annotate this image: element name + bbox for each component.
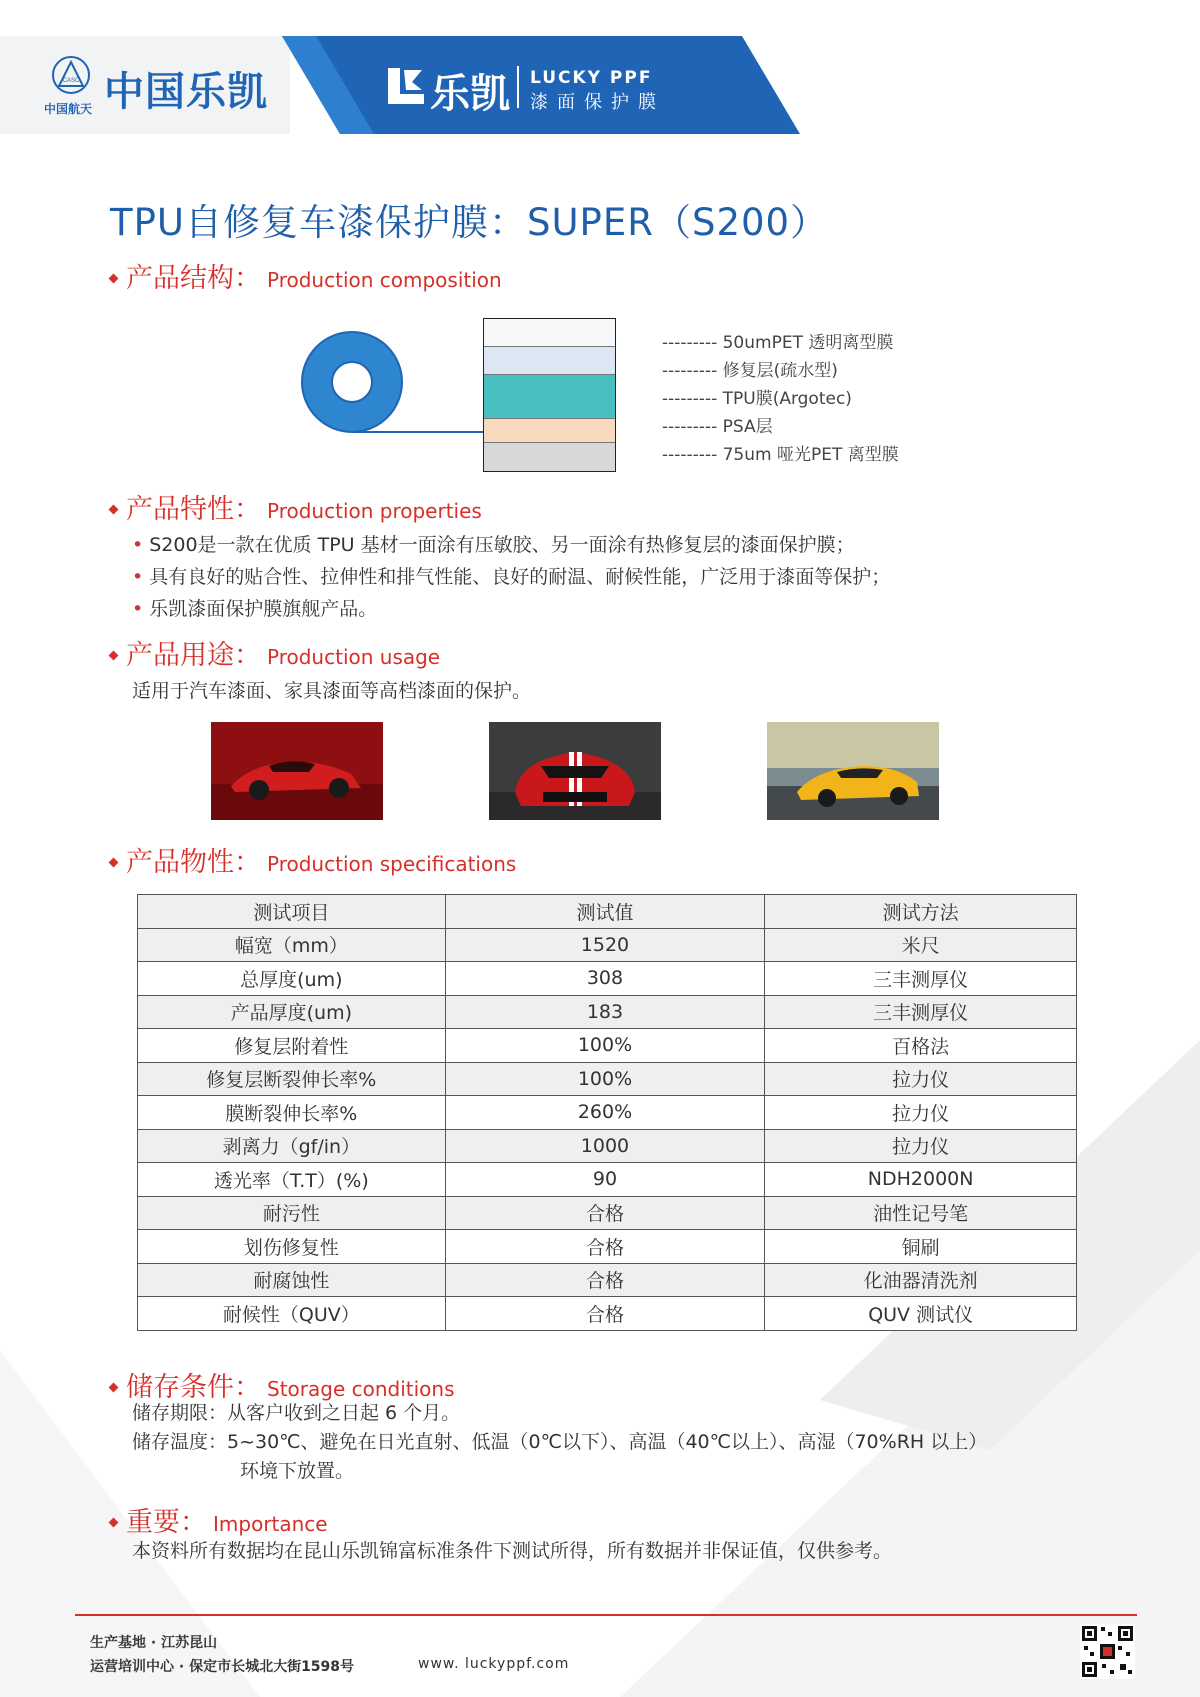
spec-item: 划伤修复性 bbox=[138, 1230, 446, 1264]
table-row bbox=[138, 1062, 1077, 1096]
car-photo-yellow bbox=[767, 722, 939, 820]
footer-training-center: 运营培训中心 · 保定市长城北大街1598号 bbox=[90, 1659, 355, 1675]
spec-value: 100% bbox=[445, 1029, 765, 1063]
spec-item: 修复层附着性 bbox=[138, 1029, 446, 1063]
diamond-bullet-icon bbox=[109, 1518, 119, 1528]
layer-stack-diagram bbox=[483, 318, 616, 472]
spec-item: 膜断裂伸长率% bbox=[138, 1096, 446, 1130]
spec-value: 合格 bbox=[445, 1263, 765, 1297]
property-item: • 乐凯漆面保护膜旗舰产品。 bbox=[132, 594, 377, 621]
spec-item: 耐候性（QUV） bbox=[138, 1297, 446, 1331]
lucky-brand-en: LUCKY PPF bbox=[530, 68, 653, 88]
column-header: 测试值 bbox=[445, 895, 765, 929]
property-item: • S200是一款在优质 TPU 基材一面涂有压敏胶、另一面涂有热修复层的漆面保护膜； bbox=[132, 530, 855, 557]
table-row bbox=[138, 928, 1077, 962]
spec-method: 百格法 bbox=[765, 1029, 1077, 1063]
table-row bbox=[138, 1029, 1077, 1063]
film-roll-icon bbox=[300, 330, 490, 440]
casc-badge-text: CASC bbox=[62, 78, 80, 84]
spec-method: 三丰测厚仪 bbox=[765, 962, 1077, 996]
diamond-bullet-icon bbox=[109, 274, 119, 284]
section-usage-heading: 产品用途： Production usage bbox=[110, 633, 440, 672]
spec-item: 透光率（T.T）(%) bbox=[138, 1163, 446, 1197]
spec-item: 耐腐蚀性 bbox=[138, 1263, 446, 1297]
layer-psa bbox=[484, 419, 615, 443]
spec-value: 1520 bbox=[445, 928, 765, 962]
spec-value: 1000 bbox=[445, 1129, 765, 1163]
usage-text: 适用于汽车漆面、家具漆面等高档漆面的保护。 bbox=[132, 680, 532, 702]
spec-method: 铜刷 bbox=[765, 1230, 1077, 1264]
section-importance-heading: 重要： Importance bbox=[110, 1500, 328, 1539]
table-header-row bbox=[138, 895, 1077, 929]
storage-temperature: 储存温度：5~30℃、避免在日光直射、低温（0℃以下）、高温（40℃以上）、高湿（70%RH 以上） bbox=[132, 1431, 988, 1453]
spec-value: 260% bbox=[445, 1096, 765, 1130]
spec-item: 剥离力（gf/in） bbox=[138, 1129, 446, 1163]
footer-website: www. luckyppf.com bbox=[418, 1656, 570, 1672]
spec-method: 油性记号笔 bbox=[765, 1196, 1077, 1230]
layer-label: --------- PSA层 bbox=[662, 417, 773, 437]
footer-production-base: 生产基地 · 江苏昆山 bbox=[90, 1635, 218, 1651]
spec-value: 90 bbox=[445, 1163, 765, 1197]
spec-value: 合格 bbox=[445, 1297, 765, 1331]
spec-method: 拉力仪 bbox=[765, 1062, 1077, 1096]
diamond-bullet-icon bbox=[109, 1383, 119, 1393]
spec-item: 总厚度(um) bbox=[138, 962, 446, 996]
table-row bbox=[138, 1297, 1077, 1331]
diamond-bullet-icon bbox=[109, 505, 119, 515]
layer-label: --------- 50umPET 透明离型膜 bbox=[662, 333, 894, 353]
lucky-brand-sub: 漆面保护膜 bbox=[530, 92, 665, 113]
table-row bbox=[138, 1096, 1077, 1130]
layer-repair-coat bbox=[484, 347, 615, 375]
casc-subtitle: 中国航天 bbox=[44, 102, 93, 116]
spec-method: 拉力仪 bbox=[765, 1096, 1077, 1130]
table-row bbox=[138, 962, 1077, 996]
table-row bbox=[138, 1230, 1077, 1264]
table-row bbox=[138, 1163, 1077, 1197]
spec-item: 幅宽（mm） bbox=[138, 928, 446, 962]
spec-method: 化油器清洗剂 bbox=[765, 1263, 1077, 1297]
spec-item: 耐污性 bbox=[138, 1196, 446, 1230]
brand-name-cn: 中国乐凯 bbox=[104, 69, 268, 115]
diamond-bullet-icon bbox=[109, 858, 119, 868]
table-row bbox=[138, 1196, 1077, 1230]
spec-value: 308 bbox=[445, 962, 765, 996]
spec-value: 183 bbox=[445, 995, 765, 1029]
spec-item: 修复层断裂伸长率% bbox=[138, 1062, 446, 1096]
layer-tpu bbox=[484, 375, 615, 419]
storage-temperature-cont: 环境下放置。 bbox=[240, 1460, 355, 1482]
spec-method: 三丰测厚仪 bbox=[765, 995, 1077, 1029]
spec-method: 拉力仪 bbox=[765, 1129, 1077, 1163]
table-row bbox=[138, 995, 1077, 1029]
lucky-logo-icon bbox=[384, 64, 428, 108]
column-header: 测试方法 bbox=[765, 895, 1077, 929]
qr-code-icon bbox=[1080, 1624, 1135, 1679]
spec-value: 100% bbox=[445, 1062, 765, 1096]
section-storage-heading: 储存条件： Storage conditions bbox=[110, 1365, 455, 1404]
spec-method: QUV 测试仪 bbox=[765, 1297, 1077, 1331]
layer-label: --------- TPU膜(Argotec) bbox=[662, 389, 852, 409]
spec-value: 合格 bbox=[445, 1196, 765, 1230]
brand-divider bbox=[517, 66, 519, 108]
spec-method: 米尺 bbox=[765, 928, 1077, 962]
page-title: TPU自修复车漆保护膜：SUPER（S200） bbox=[110, 201, 829, 244]
layer-label: --------- 修复层(疏水型) bbox=[662, 361, 838, 381]
table-row bbox=[138, 1263, 1077, 1297]
section-properties-heading: 产品特性： Production properties bbox=[110, 487, 482, 526]
car-photo-red-side bbox=[211, 722, 383, 820]
diamond-bullet-icon bbox=[109, 651, 119, 661]
spec-value: 合格 bbox=[445, 1230, 765, 1264]
table-row bbox=[138, 1129, 1077, 1163]
footer-divider bbox=[75, 1614, 1137, 1616]
section-specs-heading: 产品物性： Production specifications bbox=[110, 840, 516, 879]
importance-text: 本资料所有数据均在昆山乐凯锦富标准条件下测试所得，所有数据并非保证值，仅供参考。 bbox=[132, 1540, 893, 1562]
layer-matte-pet bbox=[484, 443, 615, 471]
storage-period: 储存期限：从客户收到之日起 6 个月。 bbox=[132, 1402, 461, 1424]
car-photo-red-front bbox=[489, 722, 661, 820]
section-composition-heading: 产品结构： Production composition bbox=[110, 256, 502, 295]
property-item: • 具有良好的贴合性、拉伸性和排气性能、良好的耐温、耐候性能，广泛用于漆面等保护； bbox=[132, 562, 890, 589]
layer-label: --------- 75um 哑光PET 离型膜 bbox=[662, 445, 899, 465]
specifications-table bbox=[137, 894, 1077, 1331]
lucky-brand-cn: 乐凯 bbox=[430, 71, 510, 117]
column-header: 测试项目 bbox=[138, 895, 446, 929]
casc-logo-icon bbox=[52, 56, 90, 94]
spec-item: 产品厚度(um) bbox=[138, 995, 446, 1029]
layer-pet-release bbox=[484, 319, 615, 347]
spec-method: NDH2000N bbox=[765, 1163, 1077, 1197]
